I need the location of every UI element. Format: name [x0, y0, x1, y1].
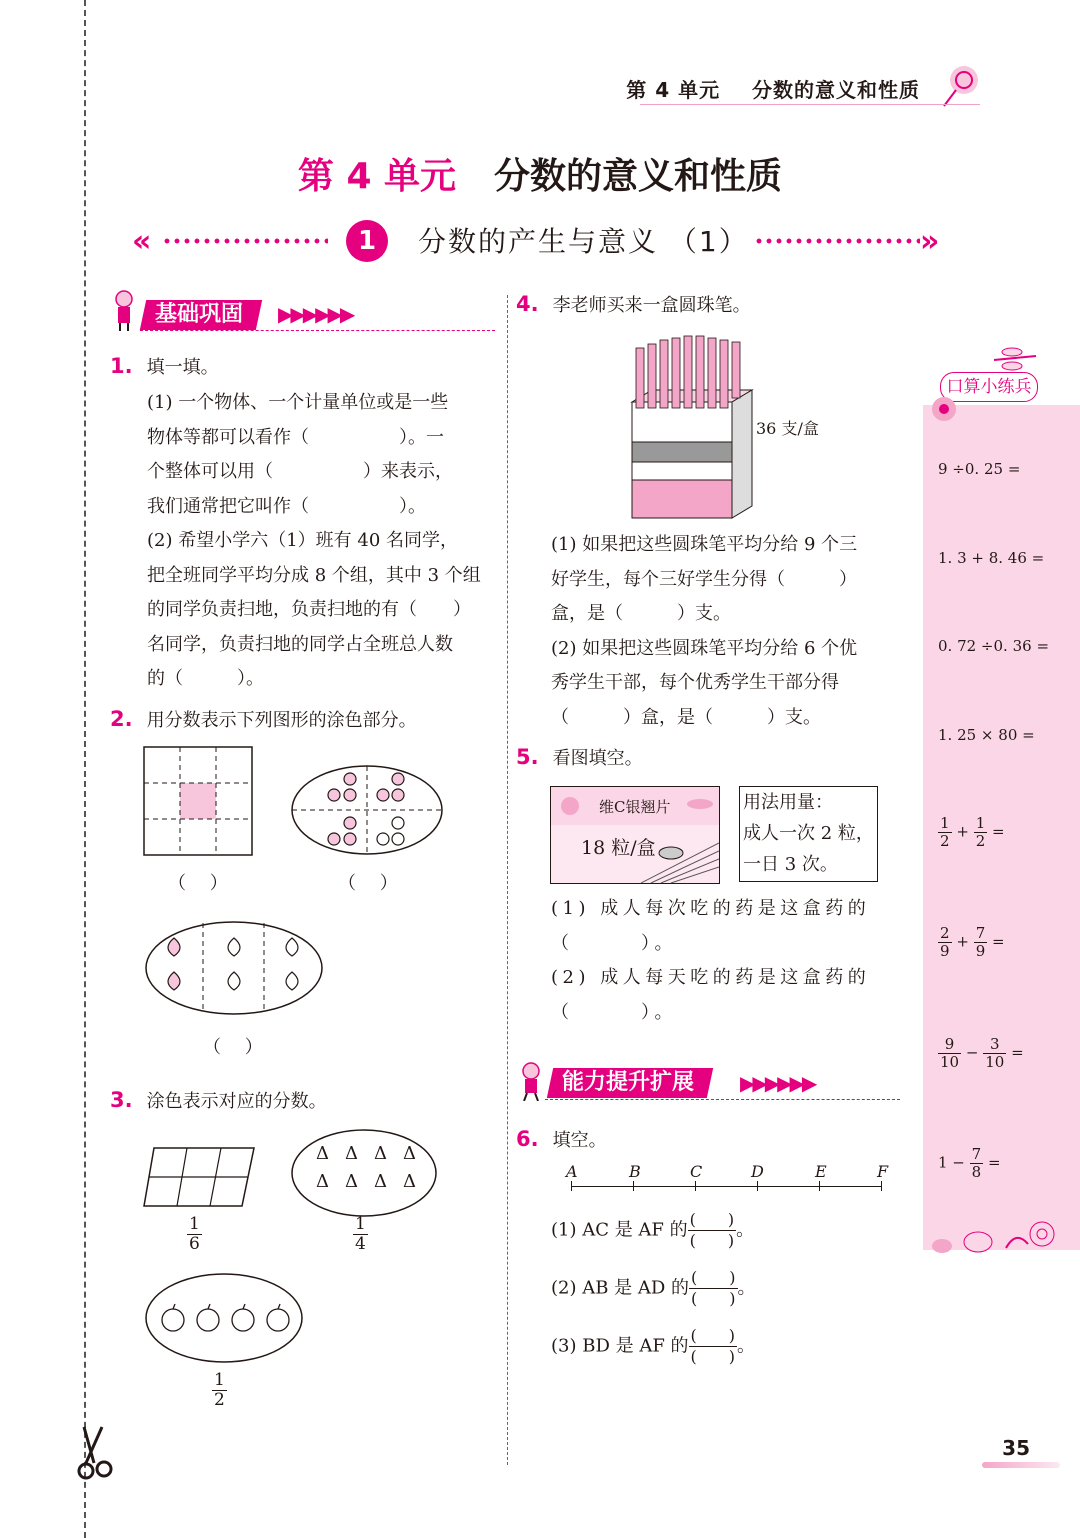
scissors-icon [72, 1425, 122, 1485]
q1-p1-line2: 物体等都可以看作（ ）。一 [147, 426, 444, 448]
title-unit: 第 4 单元 [297, 156, 457, 197]
dragonfly-icon [990, 346, 1040, 374]
triangle-icon: Δ [403, 1171, 416, 1192]
q3-frac2-num: 1 [355, 1214, 366, 1234]
operator: + [956, 822, 969, 841]
q6-item3-text: (3) BD 是 AF 的 [551, 1335, 689, 1357]
point-label-b: B [629, 1162, 641, 1181]
q6-heading [516, 1122, 607, 1158]
q5-number: 5. [516, 745, 539, 769]
mental-math-item-6: $\frac{2}{9}$ + $\frac{7}{9}$ = [940, 924, 1005, 960]
operator: + [956, 932, 969, 951]
q5-title: 看图填空。 [552, 748, 643, 769]
q4-p2-line1: (2) 如果把这些圆珠笔平均分给 6 个优 [551, 637, 858, 659]
q2-heading [110, 702, 417, 738]
q1-body [147, 386, 499, 697]
q2-number: 2. [110, 707, 133, 731]
q6-item2-num-blank[interactable]: ( ) [691, 1268, 736, 1287]
section-rule [140, 330, 495, 331]
q5-body [551, 892, 906, 1030]
q3-title: 涂色表示对应的分数。 [146, 1091, 327, 1112]
panel-title: 口算小练兵 [940, 372, 1038, 402]
q6-item2-den-blank[interactable]: ( ) [691, 1289, 736, 1308]
point-label-e: E [815, 1162, 827, 1181]
q5-p1-line2: （ ）。 [551, 932, 677, 954]
q4-heading [516, 287, 751, 323]
tick-c [695, 1181, 696, 1191]
mental-math-item-1: 9 ÷0. 25 = [938, 460, 1021, 478]
lesson-title: 分数的产生与意义 （1） [418, 225, 749, 258]
q4-p2-line2: 秀学生干部，每个优秀学生干部分得 [551, 672, 839, 693]
page-title [0, 148, 1080, 199]
q1-heading [110, 349, 219, 385]
q5-p2-line1: (2) 成人每天吃的药是这盒药的 [551, 967, 871, 988]
tick-f [881, 1181, 882, 1191]
q1-p2-line5: 的（ ）。 [147, 668, 264, 689]
parallelogram-grid-figure[interactable] [142, 1146, 258, 1208]
frac-den: 2 [940, 832, 950, 850]
q3-fraction-1 [187, 1215, 202, 1254]
peaches-ellipse-figure [144, 920, 324, 1016]
usage-line1: 成人一次 2 粒， [743, 823, 874, 844]
q1-p2-line2: 把全班同学平均分成 8 个组，其中 3 个组 [147, 564, 481, 586]
dotted-line-left [162, 237, 328, 245]
capsule-icon [687, 799, 713, 809]
frac-den: 2 [975, 832, 986, 850]
frac-num: 1 [975, 814, 986, 832]
q2-answer-blank-1[interactable]: （ ） [168, 873, 228, 894]
q5-heading [516, 740, 643, 776]
q2-answer-blank-2[interactable]: （ ） [338, 873, 398, 894]
medicine-quantity: 18 粒/盒 [581, 837, 656, 859]
q6-item3-end: 。 [737, 1335, 756, 1357]
mental-math-item-4: 1. 25 × 80 = [938, 726, 1035, 744]
frac-den: 9 [975, 942, 986, 960]
q4-p1-line2: 好学生，每个三好学生分得（ ） [551, 568, 857, 590]
title-subject: 分数的意义和性质 [494, 156, 783, 197]
usage-title: 用法用量： [743, 792, 833, 813]
q1-p2-line4: 名同学，负责扫地的同学占全班总人数 [147, 633, 453, 655]
q4-p1-line1: (1) 如果把这些圆珠笔平均分给 9 个三 [551, 534, 858, 555]
mental-math-item-5: $\frac{1}{2}$ + $\frac{1}{2}$ = [940, 814, 1005, 850]
triangle-icon: Δ [316, 1143, 329, 1164]
girl-mascot-icon [110, 289, 138, 331]
column-divider [507, 295, 508, 1465]
q3-frac1-den: 6 [189, 1234, 200, 1254]
q4-number: 4. [516, 292, 539, 316]
lead-term: 1 − [938, 1153, 965, 1172]
q4-box-label: 36 支/盒 [756, 419, 819, 438]
q6-number: 6. [516, 1127, 539, 1151]
header-unit: 第 4 单元 [626, 78, 721, 102]
q6-item1-text: (1) AC 是 AF 的 [551, 1219, 688, 1241]
q5-p2-line2: （ ）。 [551, 1001, 677, 1023]
q3-frac3-num: 1 [214, 1370, 225, 1390]
mental-math-item-8: 1 − $\frac{7}{8}$ = [938, 1145, 1001, 1181]
section-basic-label: 基础巩固 [155, 302, 244, 327]
left-chevron-icon: « [132, 224, 152, 259]
frac-den: 10 [985, 1053, 1005, 1071]
triangles-grid [308, 1140, 424, 1196]
tick-d [757, 1181, 758, 1191]
q3-number: 3. [110, 1088, 133, 1112]
q2-answer-blank-3[interactable]: （ ） [203, 1037, 263, 1058]
q4-p1-line3: 盒，是（ ）支。 [551, 603, 731, 624]
mental-math-item-2: 1. 3 + 8. 46 = [938, 549, 1045, 567]
usage-line2: 一日 3 次。 [743, 854, 838, 875]
page-number: 35 [1002, 1436, 1030, 1460]
section-banner-basic [140, 300, 262, 330]
mental-math-item-7: $\frac{9}{10}$ − $\frac{3}{10}$ = [940, 1035, 1024, 1071]
stripes-deco [641, 837, 719, 883]
q4-body [551, 528, 906, 735]
q6-item-1 [551, 1210, 754, 1251]
flower-icon [924, 392, 964, 426]
q1-title: 填一填。 [146, 357, 219, 378]
header-subject: 分数的意义和性质 [752, 78, 920, 102]
q1-p1-line3: 个整体可以用（ ）来表示， [147, 461, 453, 482]
triangle-icon: Δ [345, 1143, 358, 1164]
q6-item2-text: (2) AB 是 AD 的 [551, 1277, 690, 1299]
q6-item3-num-blank[interactable]: ( ) [690, 1326, 736, 1345]
triangle-icon: Δ [316, 1171, 329, 1192]
tick-a [571, 1181, 572, 1191]
frac-den: 9 [940, 942, 950, 960]
q6-item1-den-blank[interactable]: ( ) [689, 1231, 735, 1250]
pill-icon [561, 797, 579, 815]
frac-den: 10 [940, 1053, 960, 1071]
running-header [626, 74, 920, 103]
tick-e [819, 1181, 820, 1191]
right-chevron-icon: » [920, 224, 940, 259]
triangle-icon: Δ [345, 1171, 358, 1192]
q6-item2-end: 。 [737, 1277, 756, 1299]
point-label-d: D [751, 1162, 764, 1181]
page-number-bar [982, 1462, 1060, 1468]
dotted-line-right [754, 237, 920, 245]
girl-mascot-icon-2 [516, 1061, 546, 1101]
q3-fraction-2 [353, 1215, 368, 1254]
q3-heading [110, 1083, 327, 1119]
frac-num: 7 [975, 924, 986, 942]
candy-deco-icon [926, 1218, 1060, 1258]
q4-p2-line3: （ ）盒，是（ ）支。 [551, 706, 821, 728]
section-banner-advanced [547, 1068, 713, 1098]
frac-num: 2 [940, 924, 950, 942]
q6-item-2 [551, 1268, 756, 1309]
q6-item1-end: 。 [736, 1219, 755, 1241]
pen-box-figure [628, 330, 758, 520]
operator: − [965, 1043, 979, 1062]
q1-number: 1. [110, 354, 133, 378]
q1-p1-line4: 我们通常把它叫作（ ）。 [147, 495, 426, 517]
triangle-icon: Δ [374, 1143, 387, 1164]
usage-box [739, 786, 878, 882]
q3-frac1-num: 1 [189, 1214, 200, 1234]
frac-num: 1 [940, 814, 950, 832]
frac-num: 9 [938, 1036, 961, 1054]
q3-frac2-den: 4 [355, 1234, 366, 1254]
medicine-name: 维C银翘片 [599, 798, 671, 816]
section-rule-2 [545, 1099, 900, 1100]
frac-den: 8 [971, 1163, 982, 1181]
cut-line [84, 0, 86, 1538]
triangle-icon: Δ [403, 1143, 416, 1164]
q6-title: 填空。 [552, 1130, 607, 1151]
q6-item-3 [551, 1326, 755, 1367]
arrow-deco-icon: ▶▶▶▶▶▶ [278, 302, 353, 326]
tick-b [633, 1181, 634, 1191]
lesson-number: 1 [346, 220, 388, 262]
point-label-f: F [877, 1162, 889, 1181]
q3-frac3-den: 2 [214, 1390, 225, 1410]
apples-ellipse-figure[interactable] [144, 1272, 304, 1364]
circles-ellipse-figure [290, 764, 444, 856]
point-label-c: C [690, 1162, 703, 1181]
mental-math-item-3: 0. 72 ÷0. 36 = [938, 637, 1050, 655]
header-rule [640, 104, 980, 105]
q5-p1-line1: (1) 成人每次吃的药是这盒药的 [551, 898, 871, 919]
arrow-deco-icon-2: ▶▶▶▶▶▶ [740, 1071, 815, 1095]
q1-p2-line3: 的同学负责扫地，负责扫地的有（ ） [147, 599, 471, 620]
q2-title: 用分数表示下列图形的涂色部分。 [146, 710, 417, 731]
q3-fraction-3 [212, 1371, 227, 1410]
triangle-icon: Δ [374, 1171, 387, 1192]
point-label-a: A [566, 1162, 578, 1181]
q6-item1-num-blank[interactable]: ( ) [689, 1210, 735, 1229]
q1-p2-line1: (2) 希望小学六（1）班有 40 名同学， [147, 530, 459, 551]
number-line [571, 1186, 882, 1187]
q1-p1-line1: (1) 一个物体、一个计量单位或是一些 [147, 392, 449, 413]
q4-title: 李老师买来一盒圆珠笔。 [552, 295, 751, 316]
q6-item3-den-blank[interactable]: ( ) [690, 1347, 736, 1366]
frac-num: 7 [971, 1145, 982, 1163]
frac-num: 3 [983, 1036, 1006, 1054]
grid-square-figure [143, 746, 255, 858]
medicine-box [550, 786, 720, 884]
section-advanced-label: 能力提升扩展 [562, 1070, 695, 1095]
